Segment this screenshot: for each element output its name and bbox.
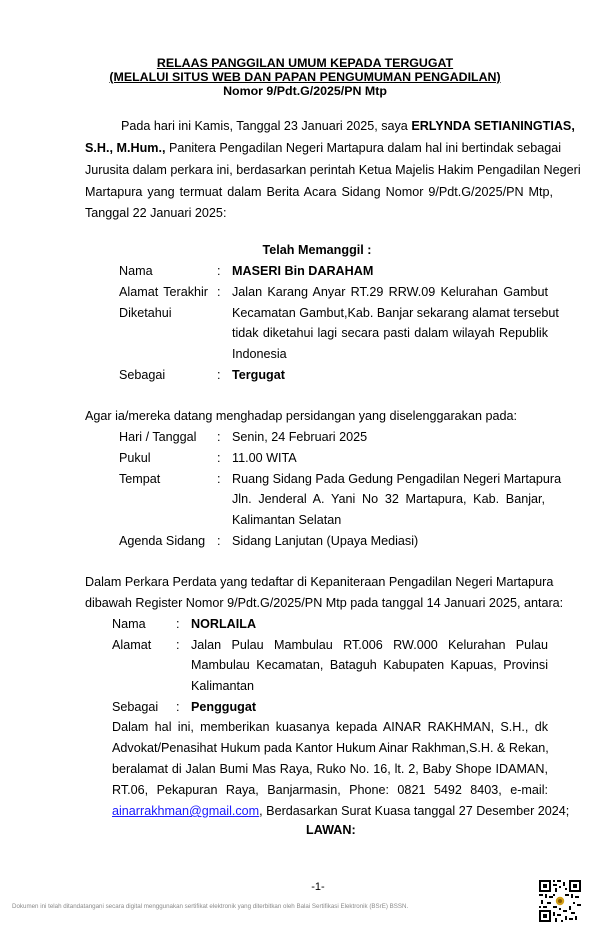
document-number: Nomor 9/Pdt.G/2025/PN Mtp [223, 84, 387, 98]
defendant-role-label: Sebagai [119, 368, 166, 382]
summoned-heading: Telah Memanggil : [262, 243, 372, 257]
proxy-line: Advokat/Penasihat Hukum pada Kantor Hukum Ainar Rakhman,S.H. & Rekan, [112, 741, 549, 755]
defendant-name-label: Nama [119, 264, 153, 278]
colon: : [176, 617, 180, 631]
intro-text: Panitera Pengadilan Negeri Martapura dalam hal ini bertindak sebagai [168, 141, 562, 155]
intro-text: Pada hari ini Kamis, Tanggal 23 Januari 2025, saya [121, 119, 408, 133]
intro-line-5: Tanggal 22 Januari 2025: [85, 206, 227, 220]
intro-line-3: Jurusita dalam perkara ini, berdasarkan perintah Ketua Majelis Hakim Pengadilan Negeri [85, 163, 581, 177]
proxy-line-email [112, 804, 569, 818]
qr-code [538, 879, 582, 923]
proxy-line: RT.06, Pekapuran Raya, Banjarmasin, Phone: 0821 5492 8403, e-mail: [112, 783, 548, 797]
proxy-line: beralamat di Jalan Bumi Mas Raya, Ruko No. 16, lt. 2, Baby Shope IDAMAN, [112, 762, 548, 776]
plaintiff-name: NORLAILA [191, 617, 257, 631]
digital-signature-note: Dokumen ini telah ditandatangani secara digital menggunakan sertifikat elektronik yang diterbitkan oleh Balai Sertifikasi Elektronik (BSrE) BSSN. [12, 903, 409, 910]
hearing-agenda: Sidang Lanjutan (Upaya Mediasi) [232, 534, 419, 548]
colon: : [217, 534, 221, 548]
defendant-address-line: Kecamatan Gambut,Kab. Banjar sekarang alamat tersebut [232, 306, 559, 320]
plaintiff-role-label: Sebagai [112, 700, 159, 714]
colon: : [217, 264, 221, 278]
versus-label: LAWAN: [306, 823, 356, 837]
intro-line-2 [85, 141, 562, 155]
plaintiff-address-line: Jalan Pulau Mambulau RT.006 RW.000 Kelurahan Pulau [191, 638, 548, 652]
defendant-address-line: Indonesia [232, 347, 287, 361]
proxy-tail: , Berdasarkan Surat Kuasa tanggal 27 Desember 2024; [259, 804, 570, 818]
colon: : [176, 700, 180, 714]
hearing-date: Senin, 24 Februari 2025 [232, 430, 368, 444]
colon: : [217, 472, 221, 486]
hearing-time-label: Pukul [119, 451, 151, 465]
defendant-address-label: Alamat Terakhir [119, 285, 208, 299]
plaintiff-address-line: Kalimantan [191, 679, 255, 693]
plaintiff-address-label: Alamat [112, 638, 152, 652]
intro-line-4: Martapura yang termuat dalam Berita Acara Sidang Nomor 9/Pdt.G/2025/PN Mtp, [85, 185, 553, 199]
defendant-address-line: tidak diketahui lagi secara pasti dalam wilayah Republik [232, 326, 548, 340]
defendant-name: MASERI Bin DARAHAM [232, 264, 374, 278]
case-line-2: dibawah Register Nomor 9/Pdt.G/2025/PN Mtp pada tanggal 14 Januari 2025, antara: [85, 596, 564, 610]
case-line-1: Dalam Perkara Perdata yang tedaftar di Kepaniteraan Pengadilan Negeri Martapura [85, 575, 554, 589]
hearing-time: 11.00 WITA [232, 451, 297, 465]
plaintiff-role: Penggugat [191, 700, 257, 714]
email-link[interactable]: ainarrakhman@gmail.com [112, 804, 260, 818]
defendant-address-label-2: Diketahui [119, 306, 172, 320]
hearing-agenda-label: Agenda Sidang [119, 534, 206, 548]
intro-line-1 [121, 119, 575, 133]
hearing-place-line: Kalimantan Selatan [232, 513, 342, 527]
proxy-line: Dalam hal ini, memberikan kuasanya kepada AINAR RAKHMAN, S.H., dk [112, 720, 548, 734]
plaintiff-name-label: Nama [112, 617, 146, 631]
hearing-date-label: Hari / Tanggal [119, 430, 197, 444]
defendant-role: Tergugat [232, 368, 285, 382]
bailiff-name: ERLYNDA SETIANINGTIAS, [411, 119, 575, 133]
defendant-address-line: Jalan Karang Anyar RT.29 RRW.09 Kelurahan Gambut [232, 285, 548, 299]
colon: : [217, 285, 221, 299]
hearing-place-line: Jln. Jenderal A. Yani No 32 Martapura, Kab. Banjar, [232, 492, 545, 506]
document-subtitle: (MELALUI SITUS WEB DAN PAPAN PENGUMUMAN PENGADILAN) [109, 70, 501, 84]
hearing-place-line: Ruang Sidang Pada Gedung Pengadilan Negeri Martapura [232, 472, 562, 486]
colon: : [217, 451, 221, 465]
page-number: -1- [311, 881, 325, 893]
colon: : [217, 430, 221, 444]
document-title: RELAAS PANGGILAN UMUM KEPADA TERGUGAT [156, 56, 454, 70]
hearing-place-label: Tempat [119, 472, 161, 486]
hearing-intro: Agar ia/mereka datang menghadap persidangan yang diselenggarakan pada: [85, 409, 518, 423]
plaintiff-address-line: Mambulau Kecamatan, Bataguh Kabupaten Kapuas, Provinsi [191, 658, 548, 672]
colon: : [217, 368, 221, 382]
bailiff-title: S.H., M.Hum., [85, 141, 166, 155]
colon: : [176, 638, 180, 652]
